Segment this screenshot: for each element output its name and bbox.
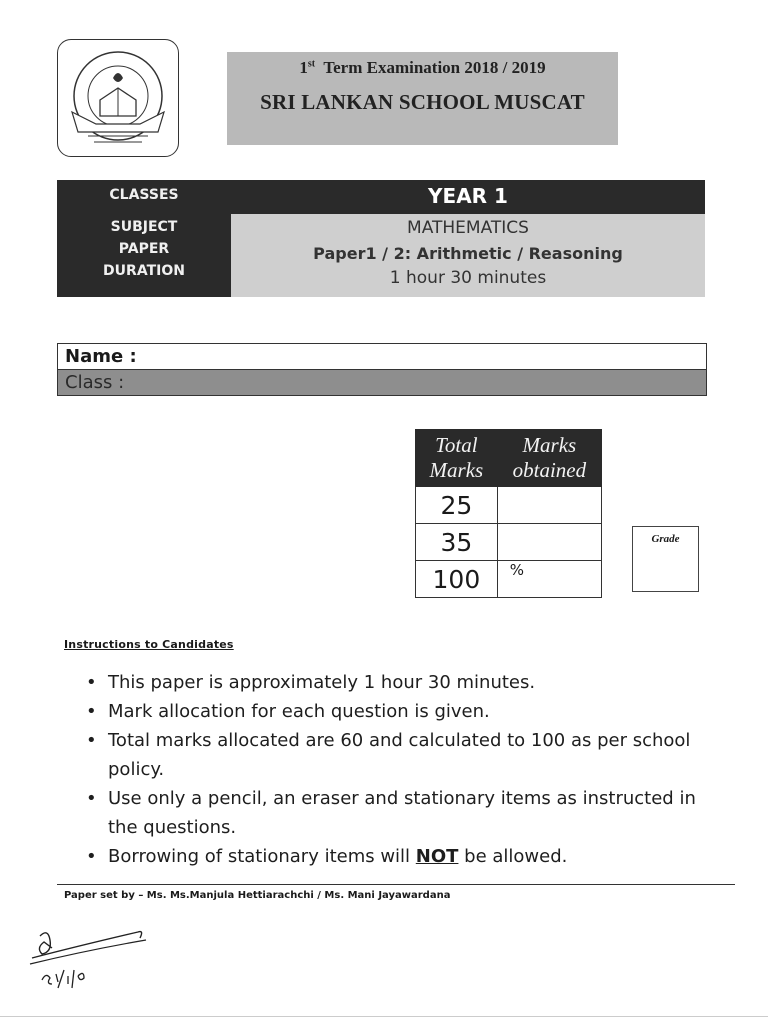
table-row (416, 524, 602, 561)
handwritten-signature (28, 918, 158, 993)
exam-header-banner (227, 52, 618, 145)
school-crest-icon (58, 40, 178, 156)
total-marks-header: Total Marks (416, 430, 498, 487)
marks-obtained-cell[interactable]: % (497, 561, 601, 598)
exam-title: 1st Term Examination 2018 / 2019 (299, 58, 546, 77)
name-field[interactable] (57, 343, 707, 369)
list-item: • Borrowing of stationary items will NOT be allowed. (86, 842, 706, 871)
marks-obtained-cell[interactable] (497, 487, 601, 524)
name-label: Name : (65, 346, 137, 367)
total-marks-cell: 100 (416, 561, 498, 598)
paper-label: PAPER (118, 241, 170, 257)
footer-divider (57, 884, 735, 885)
paper-set-by: Paper set by – Ms. Ms.Manjula Hettiarachchi / Ms. Mani Jayawardana (64, 890, 451, 901)
instructions-title: Instructions to Candidates (64, 638, 234, 651)
classes-value: YEAR 1 (428, 184, 508, 208)
exam-info-table (57, 180, 705, 297)
signature-icon (28, 918, 158, 993)
class-label: Class : (65, 372, 125, 393)
grade-box[interactable] (632, 526, 699, 592)
school-logo (57, 39, 179, 157)
subject-label: SUBJECT (110, 219, 178, 235)
list-item: • This paper is approximately 1 hour 30 minutes. (86, 668, 706, 697)
school-name: SRI LANKAN SCHOOL MUSCAT (260, 90, 585, 114)
table-row (416, 487, 602, 524)
subject-value: MATHEMATICS (407, 218, 529, 238)
marks-table (415, 429, 602, 598)
grade-label: Grade (651, 533, 680, 545)
duration-label: DURATION (103, 263, 185, 279)
marks-obtained-cell[interactable] (497, 524, 601, 561)
page-bottom-edge (0, 1016, 768, 1017)
class-field[interactable] (57, 369, 707, 396)
instructions-list (86, 668, 706, 871)
list-item: • Total marks allocated are 60 and calculated to 100 as per school policy. (86, 726, 706, 784)
total-marks-cell: 25 (416, 487, 498, 524)
classes-label: CLASSES (109, 187, 179, 203)
paper-value: Paper1 / 2: Arithmetic / Reasoning (313, 244, 623, 263)
emphasis-not: NOT (415, 846, 459, 867)
total-marks-cell: 35 (416, 524, 498, 561)
list-item: • Use only a pencil, an eraser and stationary items as instructed in the questions. (86, 784, 706, 842)
duration-value: 1 hour 30 minutes (389, 268, 547, 288)
table-row (416, 561, 602, 598)
list-item: • Mark allocation for each question is given. (86, 697, 706, 726)
marks-obtained-header: Marks obtained (497, 430, 601, 487)
